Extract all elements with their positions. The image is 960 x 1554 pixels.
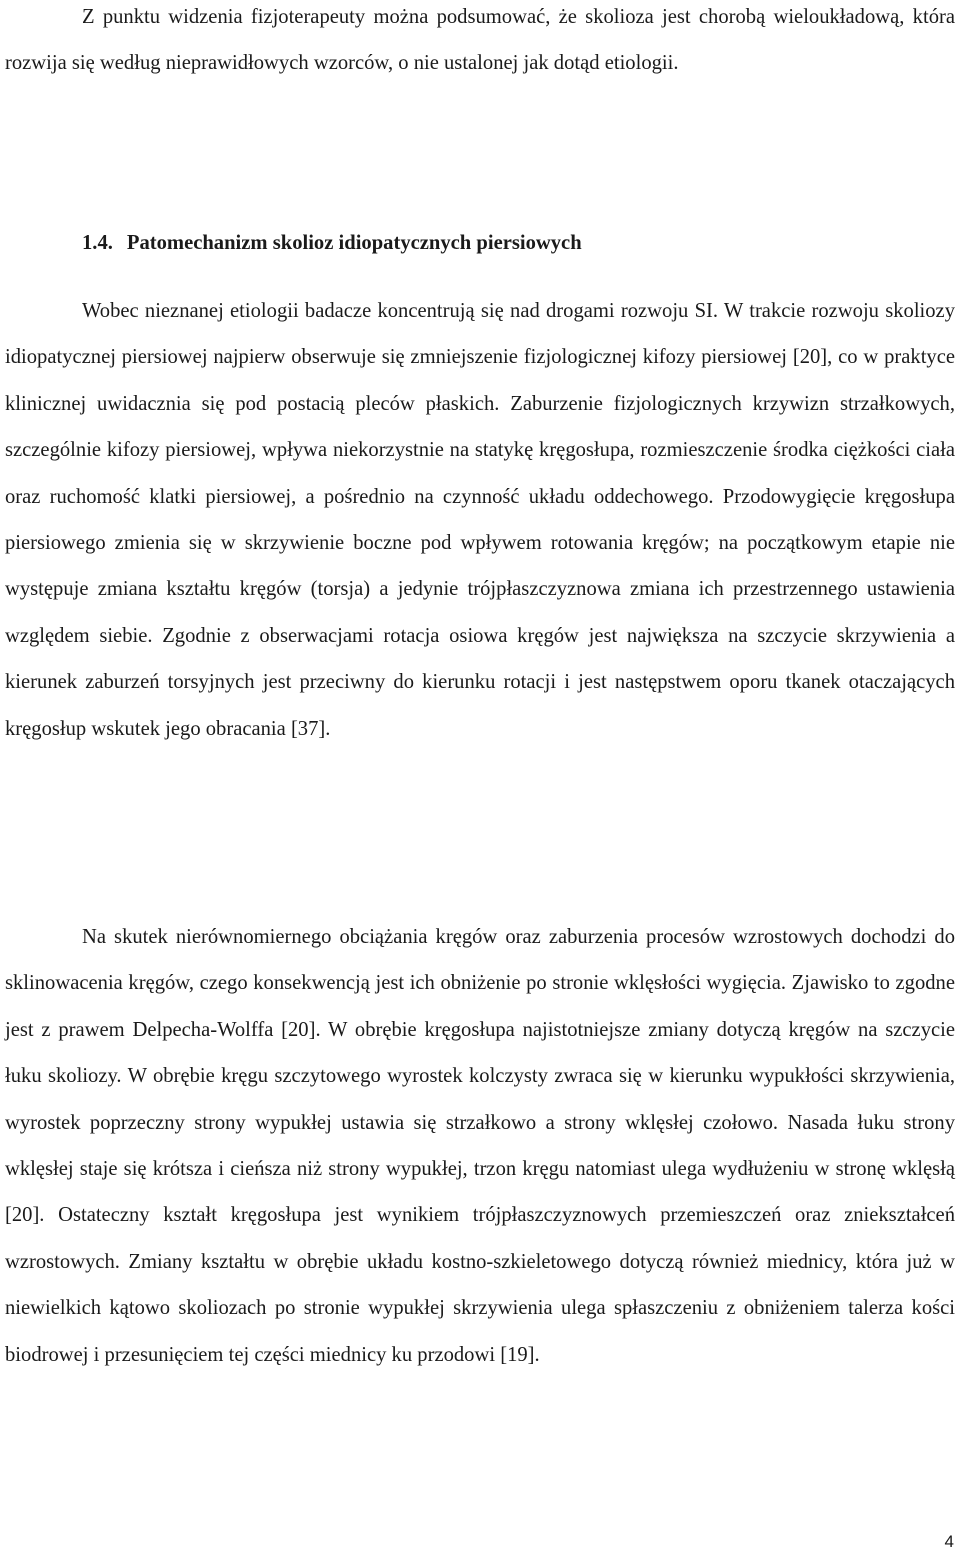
- section-heading: [82, 220, 582, 266]
- section-number: 1.4.: [82, 232, 113, 254]
- section-title: Patomechanizm skolioz idiopatycznych piersiowych: [126, 232, 582, 254]
- paragraph-intro: Z punktu widzenia fizjoterapeuty można podsumować, że skolioza jest chorobą wieloukładową, która rozwija się według nieprawidłowych wzorców, o nie ustalonej jak dotąd etiologii.: [5, 6, 955, 75]
- page-number: 4: [944, 1532, 954, 1551]
- paragraph-patomechanism: Wobec nieznanej etiologii badacze koncentrują się nad drogami rozwoju SI. W trakcie rozwoju skoliozy idiopatycznej piersiowej najpierw obserwuje się zmniejszenie fizjologicznej kifozy piersiowej [20], co w praktyce klinicznej uwidacznia się pod postacią pleców płaskich. Zaburzenie fizjologicznych krzywizn strzałkowych, szczególnie kifozy piersiowej, wpływa niekorzystnie na statykę kręgosłupa, rozmieszczenie środka ciężkości ciała oraz ruchomość klatki piersiowej, a pośrednio na czynność układu oddechowego. Przodowygięcie kręgosłupa piersiowego zmienia się w skrzywienie boczne pod wpływem rotowania kręgów; na początkowym etapie nie występuje zmiana kształtu kręgów (torsja) a jedynie trójpłaszczyznowa zmiana ich przestrzennego ustawienia względem siebie. Zgodnie z obserwacjami rotacja osiowa kręgów jest największa na szczycie skrzywienia a kierunek zaburzeń torsyjnych jest przeciwny do kierunku rotacji i jest następstwem oporu tkanek otaczających kręgosłup wskutek jego obracania [37].: [5, 300, 955, 740]
- paragraph-vertebral-changes: Na skutek nierównomiernego obciążania kręgów oraz zaburzenia procesów wzrostowych dochodzi do sklinowacenia kręgów, czego konsekwencją jest ich obniżenie po stronie wklęsłości wygięcia. Zjawisko to zgodne jest z prawem Delpecha-Wolffa [20]. W obrębie kręgosłupa najistotniejsze zmiany dotyczą kręgów na szczycie łuku skoliozy. W obrębie kręgu szczytowego wyrostek kolczysty zwraca się w kierunku wypukłości skrzywienia, wyrostek poprzeczny strony wypukłej ustawia się strzałkowo a strony wklęsłej czołowo. Nasada łuku strony wklęsłej staje się krótsza i cieńsza niż strony wypukłej, trzon kręgu natomiast ulega wydłużeniu w stronę wklęsłą [20]. Ostateczny kształt kręgosłupa jest wynikiem trójpłaszczyznowych przemieszczeń oraz zniekształceń wzrostowych. Zmiany kształtu w obrębie układu kostno-szkieletowego dotyczą również miednicy, która już w niewielkich kątowo skoliozach po stronie wypukłej skrzywienia ulega spłaszczeniu z obniżeniem talerza kości biodrowej i przesunięciem tej części miednicy ku przodowi [19].: [5, 926, 955, 1366]
